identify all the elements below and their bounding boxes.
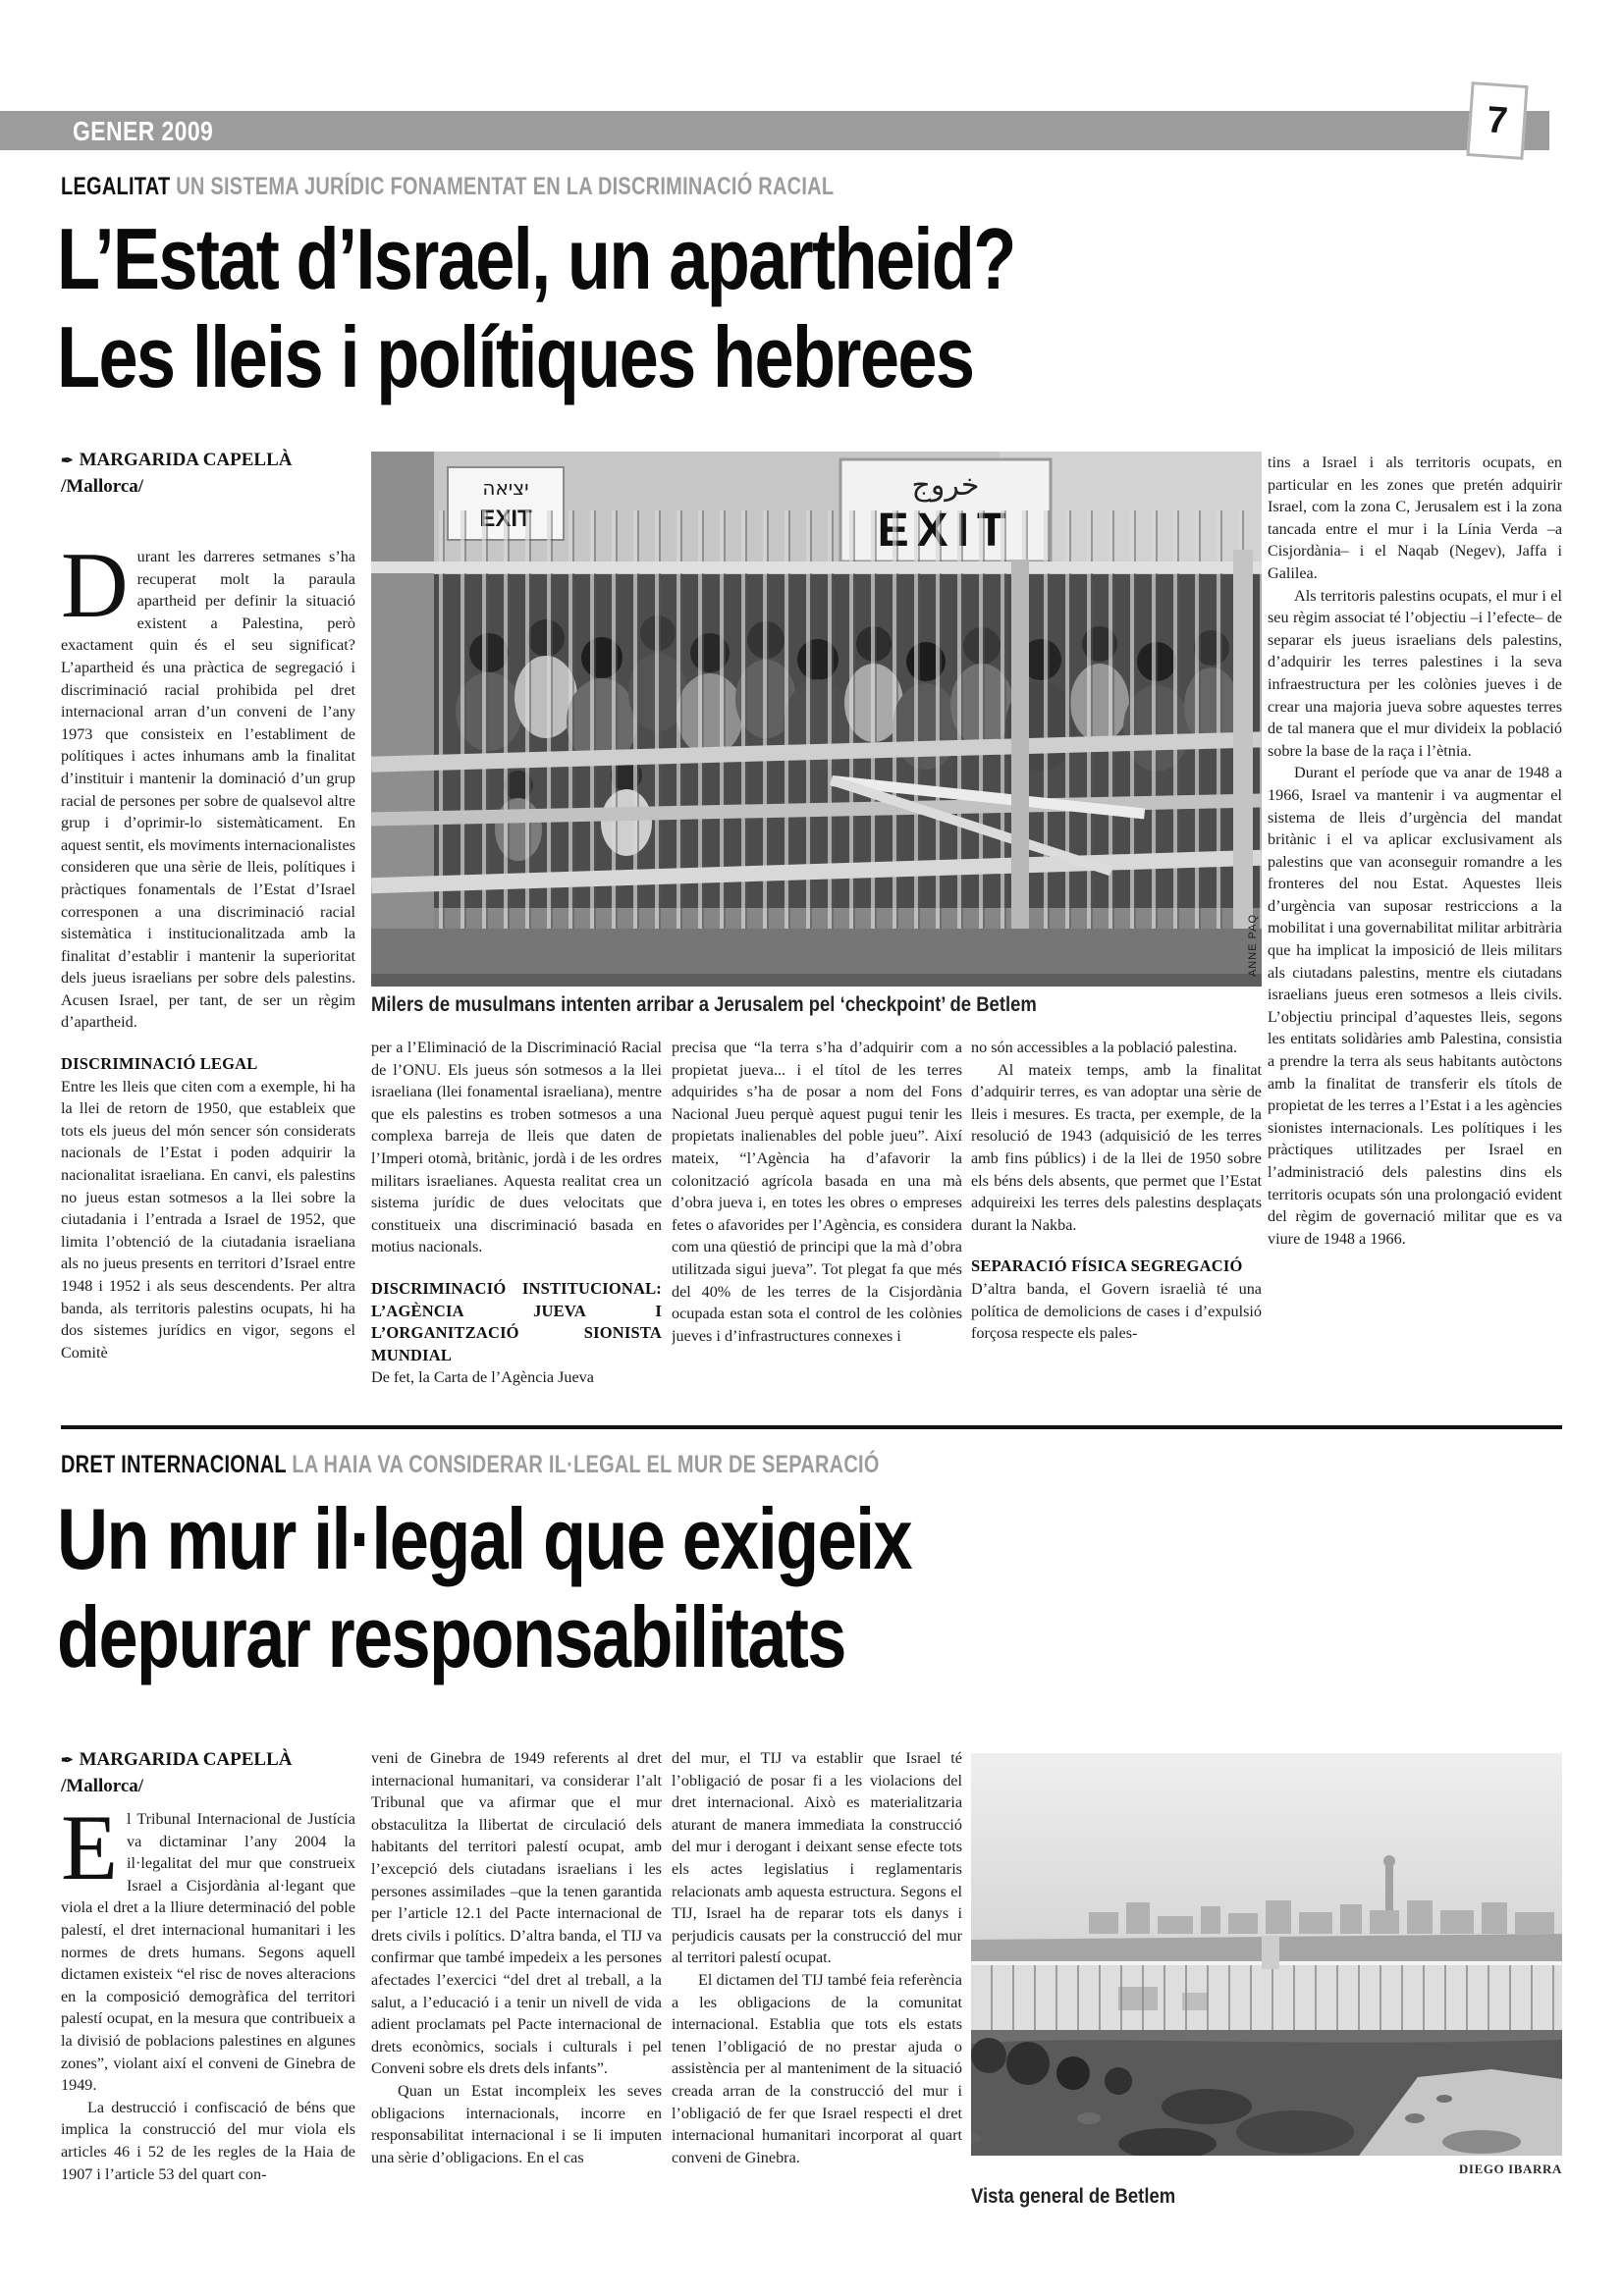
subhead-discriminacio-legal: DISCRIMINACIÓ LEGAL	[61, 1054, 258, 1074]
article1-section-label: LEGALITAT	[61, 173, 171, 200]
article-divider-rule	[61, 1425, 1562, 1429]
paragraph: La destrucció i confiscació de béns que implica la construcció del mur viola els articles 46 i 52 de les regles de la Haia de 1907 i l’article 53 del quart con-	[61, 2098, 355, 2183]
pen-icon: ✒	[61, 454, 74, 469]
article2-headline-line1: Un mur il·legal que exigeix	[57, 1490, 911, 1587]
article1-kicker	[61, 173, 834, 201]
svg-text:خروج: خروج	[911, 468, 980, 503]
paragraph: no són accessibles a la població palestina.	[971, 1039, 1238, 1056]
foreground-rubble	[971, 2038, 1562, 2156]
subhead-separacio-fisica: SEPARACIÓ FÍSICA SEGREGACIÓ	[971, 1256, 1243, 1276]
paragraph: D’altra banda, el Govern israelià té una política de demolicions de cases i d’expulsió forçosa respecte els pales-	[971, 1279, 1262, 1343]
dropcap-letter: D	[61, 546, 129, 637]
article2-byline	[61, 1747, 355, 1799]
article1-column-4	[971, 1037, 1262, 1421]
paragraph: El dictamen del TIJ també feia referència a les obligacions de la comunitat internacional. Establia que tots els estats tenen l’obligació de no prestar ajuda o assistència per al manteniment de la situació creada arran de la construcció del mur i l’obligació de fer que Israel respecti el dret internacional humanitari incorporat al quart conveni de Ginebra.	[672, 1970, 962, 2166]
article2-headline-line2: depurar responsabilitats	[57, 1588, 845, 1685]
page-number-badge	[1466, 81, 1528, 160]
article2-column-3	[672, 1747, 962, 2277]
checkpoint-photo-art	[371, 452, 1262, 987]
article1-column-5	[1268, 452, 1562, 1421]
paragraph: del mur, el TIJ va establir que Israel té l’obligació de posar fi a les violacions del dret internacional. Això es materialitzaria aturant de manera immediata la construcció del mur i derogant i deixant sense efecte tots els actes legislatius i reglamentaris relacionats amb aquesta estructura. Segons el TIJ, Israel ha de reparar tots els danys i perjudicis causats per la construcció del mur al territori palestí ocupat.	[672, 1749, 962, 1967]
pen-icon: ✒	[61, 1753, 74, 1769]
paragraph: veni de Ginebra de 1949 referents al dret internacional humanitari, va considerar l’alt Tribunal que va afirmar que el mur obstaculitza la llibertat de circulació dels habitants del territori palestí ocupat, amb l’excepció dels ciutadans israelians i les persones assimilades –que la tenen garantida per l’article 12.1 del Pacte internacional de drets civils i polítics. D’altra banda, el TIJ va confirmar que també impedeix a les persones afectades l’exercici “del dret al treball, a la salut, a l’educació i a tenir un nivell de vida adient proclamats pel Pacte internacional de drets econòmics, socials i culturals i pel Conveni sobre els drets dels infants”.	[371, 1749, 662, 2078]
paragraph: precisa que “la terra s’ha d’adquirir com a propietat jueva... i el títol de les terres adquirides s’ha de posar a nom del Fons Nacional Jueu perquè aquest pugui tenir les propietats inalienables del poble jueu”. Així mateix, “l’Agència ha d’afavorir la colonització agrícola basada en una mà d’obra jueva i, en totes les obres o empreses fetes o afavorides per l’Agència, es considera com una qüestió de principi que la mà d’obra utilitzada sigui jueva”. Tot plegat fa que més del 40% de les terres de la Cisjordània ocupada estan sota el control de les colònies jueves i d’infrastructures connexes i	[672, 1039, 962, 1345]
paragraph: El Tribunal Internacional de Justícia va dictaminar l’any 2004 la il·legalitat del mur que construeix Israel a Cisjordània al·legant que viola el dret a la lliure determinació del poble palestí, el dret internacional humanitari i les normes de drets humans. Segons aquell dictamen existeix “el risc de noves alteracions en la composició demogràfica del territori palestí ocupat, en la mesura que contribueix a la divisió de poblacions palestines en algunes zones”, violant així el conveni de Ginebra de 1949.	[61, 1808, 355, 2095]
article1-byline	[61, 448, 355, 500]
article2-section-label: DRET INTERNACIONAL	[61, 1451, 287, 1478]
subhead-discriminacio-institucional: DISCRIMINACIÓ INSTITUCIONAL: L’AGÈNCIA JUEVA I L’ORGANITZACIÓ SIONISTA MUNDIAL	[371, 1278, 662, 1364]
photo2-caption: Vista general de Betlem	[971, 2185, 1176, 2208]
article1-kicker-subtitle: UN SISTEMA JURÍDIC FONAMENTAT EN LA DISCRIMINACIÓ RACIAL	[176, 173, 835, 200]
svg-text:יציאה: יציאה	[482, 476, 529, 500]
paragraph: Als territoris palestins ocupats, el mur i el seu règim associat té l’objectiu –i l’efecte– de separar els jueus israelians dels palestins, d’adquirir les terres palestines i la seva infraestructura per les colònies jueves i de crear una majoria jueva sobre aquestes terres de tal manera que el mur divideix la població sobre la base de la raça i l’ètnia.	[1268, 586, 1562, 760]
issue-date: GENER 2009	[73, 116, 214, 146]
bethlehem-photo	[971, 1753, 1562, 2156]
article1-headline-line2: Les lleis i polítiques hebrees	[57, 308, 974, 405]
photo2-credit: DIEGO IBARRA	[1458, 2162, 1562, 2176]
paragraph: Al mateix temps, amb la finalitat d’adquirir terres, es van adoptar una sèrie de lleis i mesures. Es tracta, per exemple, de la resolució de 1943 (adquisició de les terres amb fins públics) i de la llei de 1950 sobre els béns dels absents, que permet que l’Estat adquireixi les terres dels palestins desplaçats durant la Nakba.	[971, 1060, 1262, 1234]
article1-column-2	[371, 1037, 662, 1421]
bethlehem-photo-art	[971, 1753, 1562, 2156]
article2-location: /Mallorca/	[61, 1776, 144, 1796]
article1-headline-line1: L’Estat d’Israel, un apartheid?	[57, 210, 1015, 307]
article1-headline	[57, 210, 1225, 406]
dropcap-letter: E	[61, 1808, 119, 1899]
article2-headline	[57, 1490, 1099, 1686]
article1-location: /Mallorca/	[61, 476, 144, 497]
paragraph: per a l’Eliminació de la Discriminació Racial de l’ONU. Els jueus són sotmesos a la llei israeliana (llei fonamental israeliana), mentre que els palestins es troben sotmesos a una complexa barreja de lleis que daten de l’Imperi otomà, britànic, jordà i de les ordres militars israelianes. Aquesta realitat crea un sistema jurídic de dues velocitats que constitueix una discriminació basada en motius nacionals.	[371, 1039, 662, 1256]
article1-column-3	[672, 1037, 962, 1421]
article1-author: MARGARIDA CAPELLÀ	[79, 450, 293, 470]
photo1-caption: Milers de musulmans intenten arribar a Jerusalem pel ‘checkpoint’ de Betlem	[371, 993, 1037, 1016]
article2-author: MARGARIDA CAPELLÀ	[79, 1749, 293, 1770]
paragraph: Quan un Estat incompleix les seves obligacions internacionals, incorre en responsabilitat internacional i se li imputen una sèrie d’obligacions. En el cas	[371, 2081, 662, 2166]
paragraph: Durant el període que va anar de 1948 a 1966, Israel va mantenir i va augmentar el sistema de lleis d’urgència del mandat britànic i el va aplicar exclusivament als palestins que van aconseguir romandre a les fronteres del nou Estat. Aquestes lleis d’urgència van suposar restriccions a la mobilitat i una governabilitat militar arbitrària que ha implicat la imposició de lleis militars als ciutadans palestins, mentre els ciutadans israelians jueus eren sotmesos a lleis civils. L’objectiu principal d’aquestes lleis, segons les entitats solidàries amb Palestina, consistia a prendre la terra als seus habitants autòctons amb la finalitat de transferir els títols de propietat de les terres a l’Estat i a les agències sionistes internacionals. Les polítiques i les pràctiques utilitzades per Israel en l’administració dels palestins dins els territoris ocupats són una prolongació evident del règim de governació militar que es va viure de 1948 a 1966.	[1268, 764, 1562, 1248]
masthead-bar	[0, 111, 1549, 150]
paragraph: tins a Israel i als territoris ocupats, en particular en les zones que pretén adquirir Israel, com la zona C, Jerusalem est i la zona tancada entre el mur i la Línia Verda –a Cisjordània– i el Naqab (Negev), Jaffa i Galilea.	[1268, 454, 1562, 582]
article2-column-2	[371, 1747, 662, 2277]
article1-column-1	[61, 546, 355, 1421]
article2-kicker	[61, 1451, 880, 1479]
page-number: 7	[1486, 98, 1510, 142]
paragraph: De fet, la Carta de l’Agència Jueva	[371, 1368, 594, 1387]
article2-column-1	[61, 1808, 355, 2268]
article2-kicker-subtitle: LA HAIA VA CONSIDERAR IL·LEGAL EL MUR DE SEPARACIÓ	[292, 1451, 880, 1478]
paragraph: Durant les darreres setmanes s’ha recuperat molt la paraula apartheid per definir la situació existent a Palestina, però exactament quin és el seu significat? L’apartheid és una pràctica de segregació i discriminació racial prohibida pel dret internacional arran d’un conveni de l’any 1973 que consisteix en l’establiment de polítiques i actes inhumans amb la finalitat d’instituir i mantenir la dominació d’un grup racial de persones per sobre de qualsevol altre grup i d’oprimir-lo sistemàticament. En aquest sentit, els moviments internacionalistes consideren que una sèrie de lleis, polítiques i pràctiques fonamentals de l’Estat d’Israel corresponen a una discriminació racial sistemàtica i institucionalitzada amb la finalitat d’establir i mantenir la superioritat dels jueus israelians per sobre dels palestins. Acusen Israel, per tant, de ser un règim d’apartheid.	[61, 546, 355, 1032]
photo1-credit: ANNE PAQ	[1247, 913, 1259, 977]
checkpoint-photo	[371, 452, 1262, 987]
paragraph: Entre les lleis que citen com a exemple, hi ha la llei de retorn de 1950, que estableix que tots els jueus del món sencer són considerats nacionals de l’Estat i poden adquirir la nacionalitat israeliana. En canvi, els palestins no jueus estan sotmesos a la llei sobre la ciutadania i l’entrada a Israel de 1952, que limita l’obtenció de la ciutadania israeliana als no jueus presents en territori d’Israel entre 1948 i 1952 i als seus descendents. Per altra banda, als territoris palestins ocupats, hi ha dos sistemes jurídics en vigor, segons el Comitè	[61, 1077, 355, 1362]
